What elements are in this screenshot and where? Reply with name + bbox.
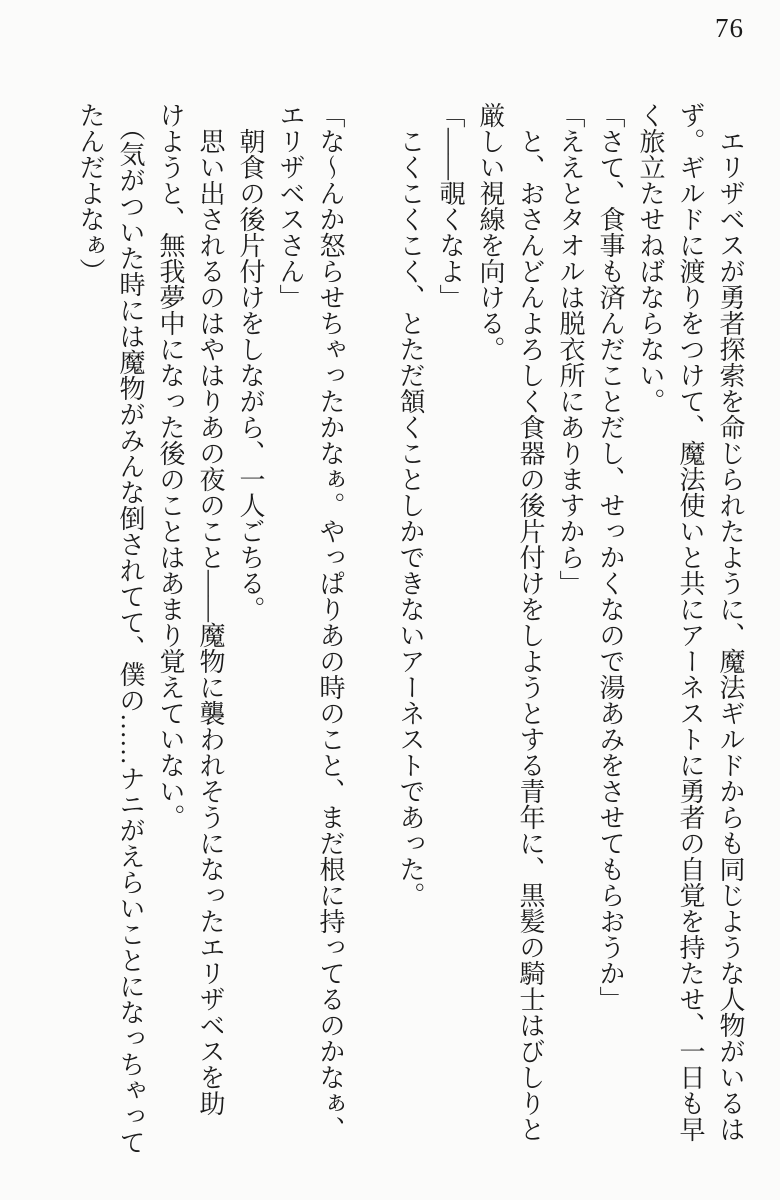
- text-column: （気がついた時には魔物がみんな倒されてて、僕の……ナニがえらいことになっちゃって: [116, 102, 145, 1155]
- text-column-blank: [350, 102, 390, 1168]
- text-column: エリザベスさん」: [276, 102, 305, 310]
- text-column: 「さて、食事も済んだことだし、せっかくなので湯あみをさせてもらおうか」: [596, 102, 625, 1012]
- text-column: 思い出されるのはやはりあの夜のこと――魔物に襲われそうになったエリザベスを助: [196, 102, 225, 1116]
- text-column: エリザベスが勇者探索を命じられたように、魔法ギルドからも同じような人物がいるは: [716, 102, 745, 1142]
- text-column: こくこくこく、とただ頷くことしかできないアーネストであった。: [396, 102, 425, 908]
- text-column: と、おさんどんよろしく食器の後片付けをしようとする青年に、黒髪の騎士はびしりと: [516, 102, 545, 1142]
- text-column: けようと、無我夢中になった後のことはあまり覚えていない。: [156, 102, 185, 830]
- text-column: 「な〜んか怒らせちゃったかなぁ。やっぱりあの時のこと、まだ根に持ってるのかなぁ、: [316, 102, 345, 1142]
- page-number: 76: [715, 13, 744, 43]
- text-column: 厳しい視線を向ける。: [476, 102, 505, 362]
- text-column: 「ええとタオルは脱衣所にありますから」: [556, 102, 585, 596]
- text-column: たんだよなぁ）: [76, 102, 105, 284]
- text-column: ず。ギルドに渡りをつけて、魔法使いと共にアーネストに勇者の自覚を持たせ、一日も早: [676, 102, 705, 1142]
- vertical-text-block: [70, 102, 750, 1168]
- text-column: く旅立たせねばならない。: [636, 102, 665, 414]
- text-column: 朝食の後片付けをしながら、一人ごちる。: [236, 102, 265, 622]
- text-column: 「――覗くなよ」: [436, 102, 465, 310]
